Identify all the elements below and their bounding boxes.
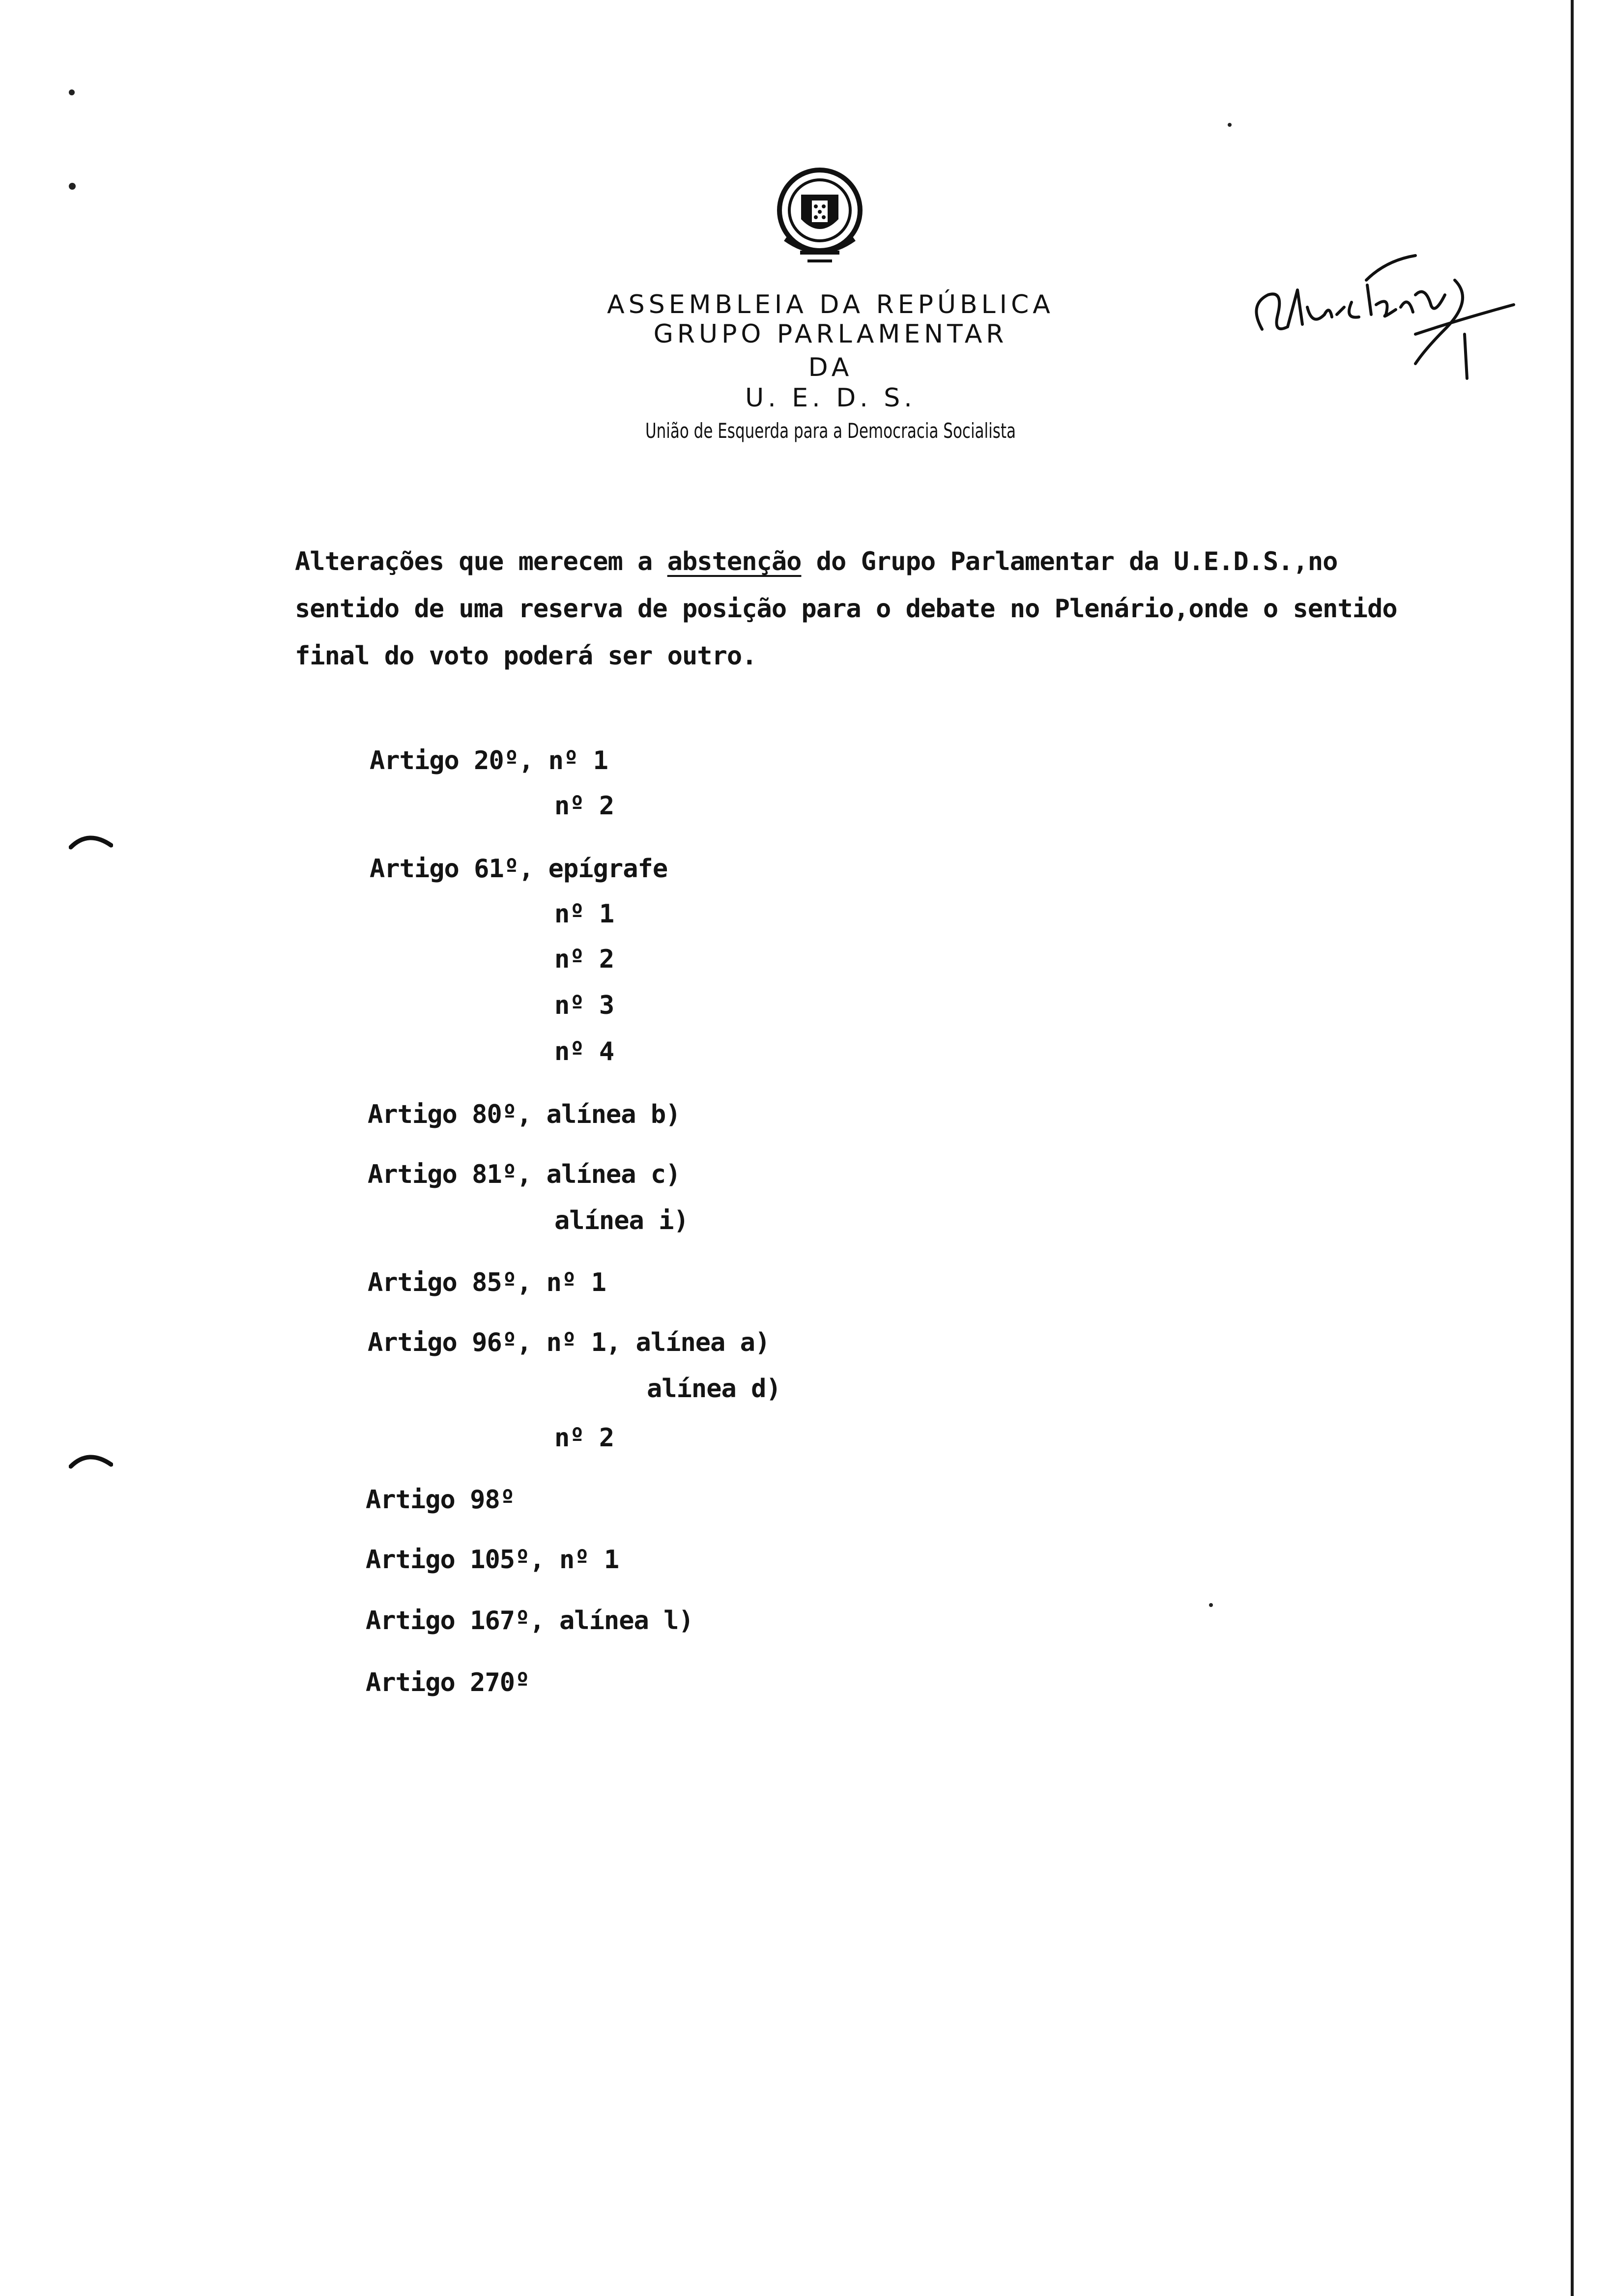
punch-hole-mark [69,831,113,850]
list-item: nº 4 [554,1037,614,1066]
punch-hole-mark [69,1450,113,1469]
list-item: nº 2 [554,1423,614,1453]
intro-line2: sentido de uma reserva de posição para o debate no Plenário,onde o sentido [295,594,1397,624]
list-item: Artigo 20º, nº 1 [370,746,608,775]
list-item: nº 2 [554,791,614,821]
list-item: Artigo 61º, epígrafe [370,854,668,884]
list-item: nº 3 [554,991,614,1020]
list-item: alínea d) [647,1374,781,1404]
speck [1209,1603,1213,1607]
list-item: Artigo 270º [366,1668,530,1697]
speck [1228,123,1232,127]
coat-of-arms-icon [771,165,869,268]
header-party-name: União de Esquerda para a Democracia Socialista [645,419,1016,443]
list-item: Artigo 98º [366,1485,515,1515]
header-da: DA [808,353,853,382]
list-item: Artigo 105º, nº 1 [366,1545,619,1575]
intro-underlined-word: abstenção [667,547,802,576]
list-item: nº 1 [554,899,614,929]
speck [69,89,75,95]
list-item: Artigo 80º, alínea b) [368,1100,681,1129]
intro-line1-before: Alterações que merecem a [295,547,667,576]
speck [69,183,76,190]
header-group: GRUPO PARLAMENTAR [653,319,1008,349]
list-item: Artigo 81º, alínea c) [368,1160,681,1189]
list-item: Artigo 85º, nº 1 [368,1268,606,1297]
list-item: nº 2 [554,945,614,974]
handwritten-signature-icon [1238,221,1533,388]
header-party-acronym: U. E. D. S. [745,383,916,413]
intro-line1-after: do Grupo Parlamentar da U.E.D.S.,no [801,547,1338,576]
intro-paragraph [295,538,1397,680]
intro-line3: final do voto poderá ser outro. [295,641,757,671]
list-item: Artigo 167º, alínea l) [366,1606,693,1636]
header-assembly: ASSEMBLEIA DA REPÚBLICA [607,290,1054,319]
list-item: alínea i) [554,1206,689,1235]
list-item: Artigo 96º, nº 1, alínea a) [368,1328,770,1357]
